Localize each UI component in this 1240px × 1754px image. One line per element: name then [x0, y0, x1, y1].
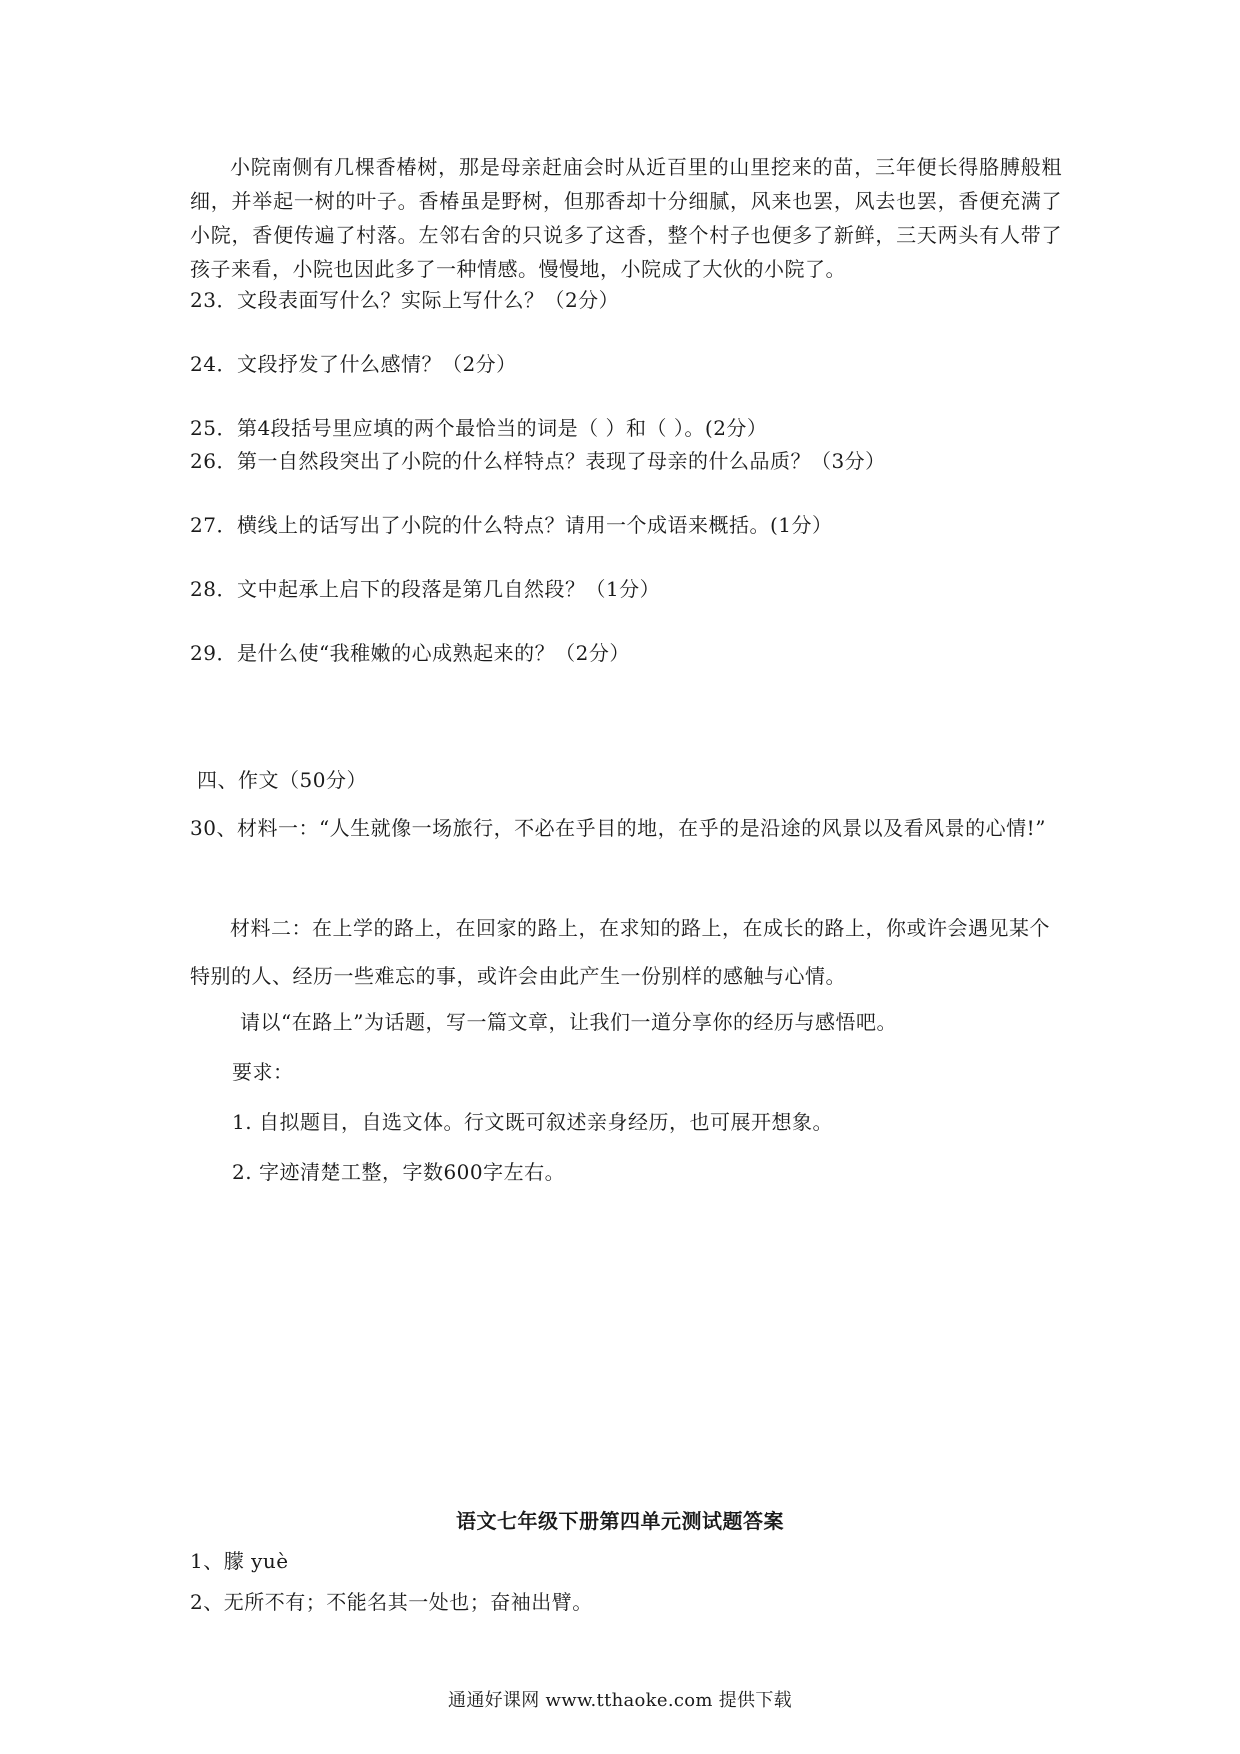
page-footer: 通通好课网 www.tthaoke.com 提供下载: [448, 1690, 792, 1711]
answer-2: 2、无所不有；不能名其一处也；奋袖出臂。: [190, 1590, 593, 1614]
question-23: 23．文段表面写什么？实际上写什么？（2分）: [190, 288, 620, 312]
question-28: 28．文中起承上启下的段落是第几自然段？（1分）: [190, 577, 661, 601]
material-two: 材料二：在上学的路上，在回家的路上，在求知的路上，在成长的路上，你或许会遇见某个特别的人、经历一些难忘的事，或许会由此产生一份别样的感触与心情。: [190, 916, 1050, 988]
reading-passage: [190, 150, 1062, 286]
requirement-1: 1. 自拟题目，自选文体。行文既可叙述亲身经历，也可展开想象。: [232, 1110, 833, 1134]
requirement-2: 2. 字迹清楚工整，字数600字左右。: [232, 1160, 566, 1184]
question-24: 24．文段抒发了什么感情？（2分）: [190, 352, 517, 376]
question-26: 26．第一自然段突出了小院的什么样特点？表现了母亲的什么品质？（3分）: [190, 449, 886, 473]
passage-paragraph: 小院南侧有几棵香椿树，那是母亲赶庙会时从近百里的山里挖来的苗，三年便长得胳膊般粗细，并举起一树的叶子。香椿虽是野树，但那香却十分细腻，风来也罢，风去也罢，香便充满了小院，香便传遍了村落。左邻右舍的只说多了这香，整个村子也便多了新鲜，三天两头有人带了孩子来看，小院也因此多了一种情感。慢慢地，小院成了大伙的小院了。: [190, 155, 1062, 281]
answer-1: 1、朦 yuè: [190, 1549, 289, 1573]
material-one: 30、材料一：“人生就像一场旅行，不必在乎目的地，在乎的是沿途的风景以及看风景的心情!”: [190, 816, 1046, 840]
composition-prompt: 请以“在路上”为话题，写一篇文章，让我们一道分享你的经历与感悟吧。: [240, 1010, 897, 1034]
composition-heading: 四、作文（50分）: [197, 768, 367, 792]
requirements-label: 要求：: [232, 1060, 294, 1084]
question-25: 25．第4段括号里应填的两个最恰当的词是（ ）和（ ）。(2分）: [190, 416, 768, 440]
question-27: 27．横线上的话写出了小院的什么特点？请用一个成语来概括。(1分）: [190, 513, 833, 537]
question-29: 29．是什么使“我稚嫩的心成熟起来的？（2分）: [190, 641, 630, 665]
answers-title: 语文七年级下册第四单元测试题答案: [456, 1509, 784, 1533]
